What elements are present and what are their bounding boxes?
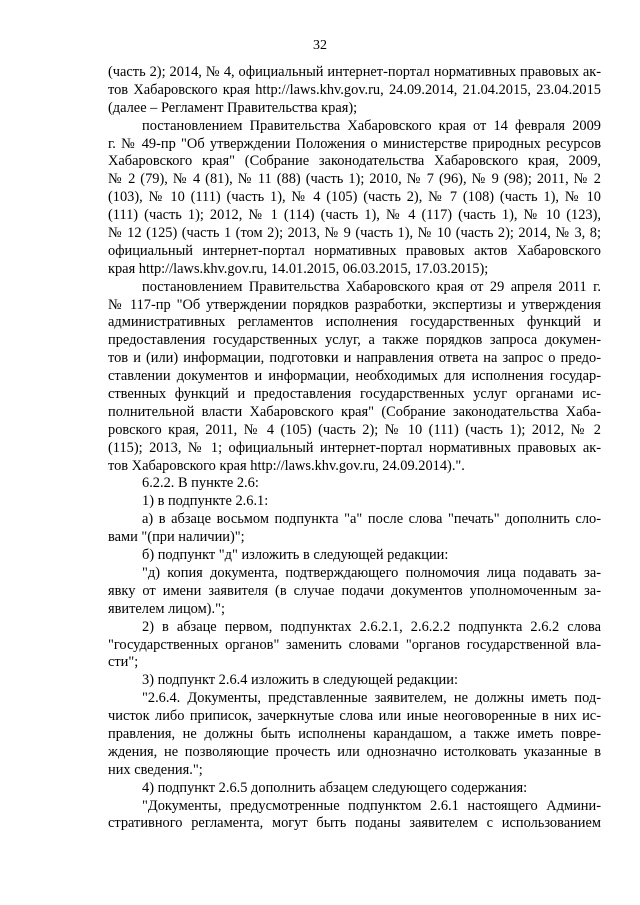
text-line: административных регламентов исполнения государственных функций и — [108, 314, 601, 331]
text-line: полнительной власти Хабаровского края" (Собрание законодательства Хаба- — [108, 403, 601, 420]
text-line: официальный интернет-портал нормативных правовых актов Хабаровского — [108, 242, 601, 259]
text-line: (111) (часть 1); 2012, № 1 (114) (часть 1), № 4 (117) (часть 1), № 10 (123), — [108, 207, 601, 224]
text-line: 4) подпункт 2.6.5 дополнить абзацем следующего содержания: — [142, 779, 528, 796]
text-line: № 2 (79), № 4 (81), № 11 (88) (часть 1); 2010, № 7 (96), № 9 (98); 2011, № 2 — [108, 171, 601, 188]
text-line: Хабаровского края" (Собрание законодательства Хабаровского края, 2009, — [108, 153, 601, 170]
text-line: края http://laws.khv.gov.ru, 14.01.2015, 06.03.2015, 17.03.2015); — [108, 260, 489, 277]
text-line: 6.2.2. В пункте 2.6: — [142, 475, 259, 492]
text-line: явку от имени заявителя (в случае подачи документов уполномоченным за- — [108, 582, 601, 599]
text-line: (далее – Регламент Правительства края); — [108, 99, 358, 116]
text-line: тов Хабаровского края http://laws.khv.gov.ru, 24.09.2014).". — [108, 457, 465, 474]
text-line: "государственных органов" заменить словами "органов государственной вла- — [108, 636, 601, 653]
text-line: ственных функций и предоставления государственных услуг органами ис- — [108, 386, 601, 403]
text-line: тов Хабаровского края http://laws.khv.gov.ru, 24.09.2014, 21.04.2015, 23.04.2015 — [108, 81, 601, 98]
text-line: постановлением Правительства Хабаровского края от 29 апреля 2011 г. — [142, 278, 601, 295]
text-line: (115); 2013, № 1; официальный интернет-портал нормативных правовых ак- — [108, 439, 601, 456]
text-line: 2) в абзаце первом, подпунктах 2.6.2.1, 2.6.2.2 подпункта 2.6.2 слова — [142, 618, 601, 635]
document-body — [108, 64, 601, 833]
text-line: 3) подпункт 2.6.4 изложить в следующей редакции: — [142, 672, 458, 689]
text-line: постановлением Правительства Хабаровского края от 14 февраля 2009 — [142, 117, 601, 134]
text-line: чисток либо приписок, зачеркнутые слова или иные неоговоренные в них ис- — [108, 708, 601, 725]
text-line: г. № 49-пр "Об утверждении Положения о министерстве природных ресурсов — [108, 135, 601, 152]
text-line: явителем лицом)."; — [108, 600, 225, 617]
page-number: 32 — [313, 38, 327, 53]
text-line: (103), № 10 (111) (часть 1), № 4 (105) (часть 2), № 7 (108) (часть 1), № 10 — [108, 189, 601, 206]
text-line: № 12 (125) (часть 1 (том 2); 2013, № 9 (часть 1), № 10 (часть 2); 2014, № 3, 8; — [108, 225, 601, 242]
text-line: № 117-пр "Об утверждении порядков разработки, экспертизы и утверждения — [108, 296, 601, 313]
text-line: стративного регламента, могут быть поданы заявителем с использованием — [108, 815, 601, 832]
text-line: "Документы, предусмотренные подпунктом 2.6.1 настоящего Админи- — [142, 797, 601, 814]
text-line: ставлении документов и информации, необходимых для исполнения государ- — [108, 368, 601, 385]
text-line: "д) копия документа, подтверждающего полномочия лица подавать за- — [142, 564, 601, 581]
text-line: сти"; — [108, 654, 139, 671]
text-line: 1) в подпункте 2.6.1: — [142, 493, 269, 510]
text-line: них сведения."; — [108, 761, 203, 778]
text-line: (часть 2); 2014, № 4, официальный интернет-портал нормативных правовых ак- — [108, 64, 601, 80]
text-line: а) в абзаце восьмом подпункта "а" после слова "печать" дополнить сло- — [142, 511, 601, 528]
text-line: предоставления государственных услуг, а также порядков запроса докумен- — [108, 332, 601, 349]
text-line: "2.6.4. Документы, представленные заявителем, не должны иметь под- — [142, 690, 601, 707]
text-line: ждения, не позволяющие прочесть или однозначно истолковать указанные в — [108, 743, 601, 760]
text-line: б) подпункт "д" изложить в следующей редакции: — [142, 547, 449, 564]
text-line: тов и (или) информации, подготовки и направления ответа на запрос о предо- — [108, 350, 601, 367]
text-line: вами "(при наличии)"; — [108, 529, 245, 546]
text-line: ровского края, 2011, № 4 (105) (часть 2); № 10 (111) (часть 1); 2012, № 2 — [108, 421, 601, 438]
text-line: правления, не должны быть исполнены карандашом, а также иметь повре- — [108, 725, 601, 742]
